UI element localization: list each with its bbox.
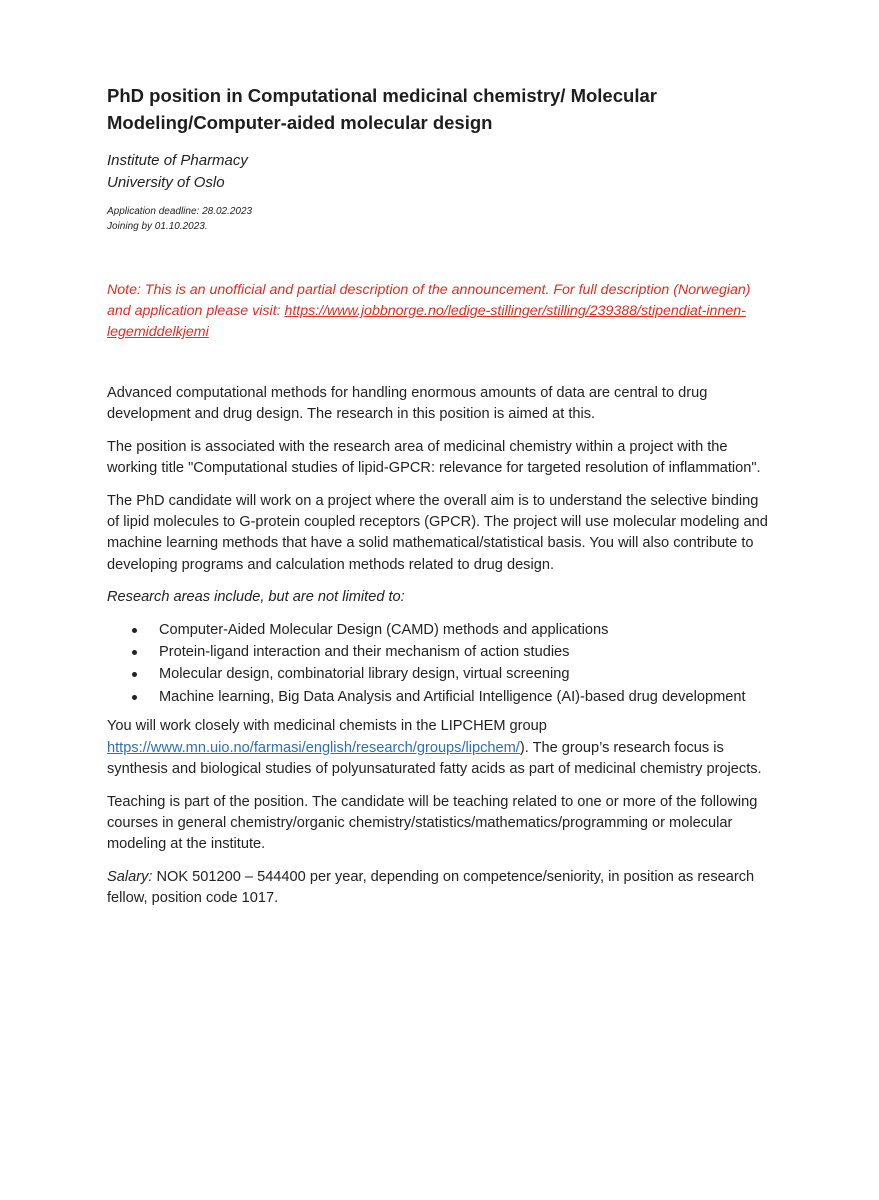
research-area-paragraph: The position is associated with the research area of medicinal chemistry within a project with the working title "Computational studies of lipid-GPCR: relevance for targeted resolution of inflammation". <box>107 438 761 477</box>
project-paragraph: The PhD candidate will work on a project where the overall aim is to understand the selective binding of lipid molecules to G-protein coupled receptors (GPCR). The project will use molecular modeling and machine learning methods that have a solid mathematical/statistical basis. You will also contribute to developing programs and calculation methods related to drug design. <box>107 492 768 573</box>
list-item: Protein-ligand interaction and their mechanism of action studies <box>107 642 769 663</box>
description-body <box>107 383 769 921</box>
institute-name: Institute of Pharmacy <box>107 152 248 169</box>
dates-block <box>107 204 252 234</box>
lipchem-link[interactable]: https://www.mn.uio.no/farmasi/english/research/groups/lipchem/ <box>107 739 520 756</box>
list-item: Molecular design, combinatorial library design, virtual screening <box>107 664 769 685</box>
unofficial-note <box>107 280 767 343</box>
bullet-icon <box>132 650 137 655</box>
university-name: University of Oslo <box>107 174 225 191</box>
lipchem-paragraph: You will work closely with medicinal chemists in the LIPCHEM group https://www.mn.uio.no/farmasi/english/research/groups/lipchem/). The group’s research focus is synthesis and biological studies of polyunsaturated fatty acids as part of medicinal chemistry projects. <box>107 718 762 778</box>
teaching-paragraph: Teaching is part of the position. The candidate will be teaching related to one or more of the following courses in general chemistry/organic chemistry/statistics/mathematics/programming or molecular modeling at the institute. <box>107 793 758 853</box>
bullet-icon <box>132 672 137 677</box>
note-text: Note: This is an unofficial and partial description of the announcement. For full description (Norwegian) and application please visit: <box>107 282 751 319</box>
bullet-icon <box>132 628 137 633</box>
page-title: PhD position in Computational medicinal chemistry/ Molecular Modeling/Computer-aided molecular design <box>107 85 657 133</box>
institution-block <box>107 150 248 194</box>
jobbnorge-link[interactable]: https://www.jobbnorge.no/ledige-stillinger/stilling/239388/stipendiat-innen-legemiddelkjemi <box>107 303 746 340</box>
list-item: Computer-Aided Molecular Design (CAMD) methods and applications <box>107 620 769 641</box>
joining-date: Joining by 01.10.2023. <box>107 221 208 232</box>
list-item: Machine learning, Big Data Analysis and Artificial Intelligence (AI)-based drug development <box>107 687 769 708</box>
intro-paragraph: Advanced computational methods for handling enormous amounts of data are central to drug development and drug design. The research in this position is aimed at this. <box>107 385 708 423</box>
salary-paragraph <box>107 867 769 910</box>
bullet-icon <box>132 695 137 700</box>
application-deadline: Application deadline: 28.02.2023 <box>107 206 253 217</box>
research-areas-list <box>107 620 769 709</box>
research-areas-intro: Research areas include, but are not limited to: <box>107 589 405 606</box>
salary-text: NOK 501200 – 544400 per year, depending on competence/seniority, in position as research fellow, position code 1017. <box>107 868 755 907</box>
salary-label: Salary: <box>107 868 153 885</box>
